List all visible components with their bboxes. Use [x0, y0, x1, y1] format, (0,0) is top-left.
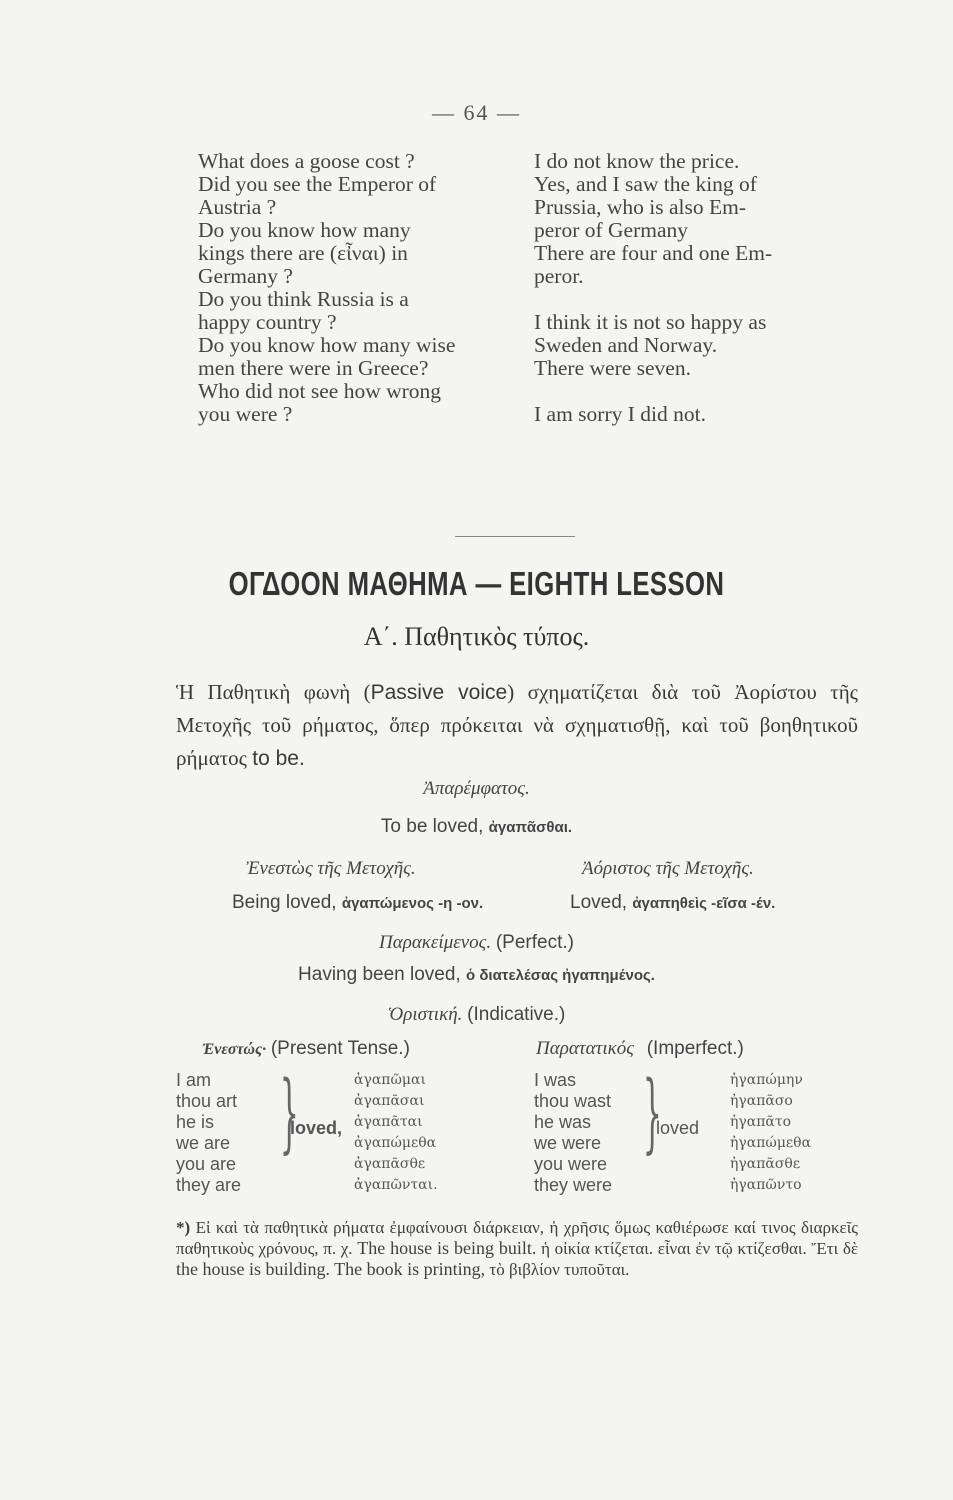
perfect-greek: ὁ διατελέσας ἠγαπημένος.	[465, 967, 655, 984]
indicative-label: Ὁριστική.	[387, 1004, 463, 1025]
imperfect-greek-form: ἠγαπῶντο	[730, 1177, 802, 1193]
question-line: Did you see the Emperor of	[198, 172, 437, 196]
imperfect-greek-form: ἠγαπᾶσθε	[730, 1156, 801, 1172]
answer-line: Yes, and I saw the king of	[534, 172, 757, 196]
imperfect-subject: you were	[534, 1154, 608, 1174]
answer-5	[534, 357, 864, 403]
question-line: Austria ?	[198, 195, 277, 219]
infinitive-line	[0, 816, 953, 838]
perfect-text: Having been loved,	[298, 964, 461, 985]
answer-2	[534, 173, 864, 242]
imperfect-tense-label: Παρατατικός	[536, 1038, 634, 1059]
imperfect-subject: he was	[534, 1112, 592, 1132]
perfect-label: Παρακείμενος.	[379, 932, 492, 953]
footnote-text-1: Εἰ καὶ τὰ παθητικὰ ρήματα ἐμφαίνουσι διάρκειαν, ἡ χρῆσις ὅμως καθιέρωσε καί τινος διαρκεῖς παθητικοὺς χρόνους, π. χ.	[176, 1218, 858, 1258]
answer-line: peror of Germany	[534, 218, 689, 242]
footnote-mark: *)	[176, 1218, 191, 1237]
imperfect-tense-header	[536, 1038, 744, 1060]
footnote	[176, 1218, 858, 1280]
question-line: you were ?	[198, 402, 293, 426]
question-2	[198, 173, 498, 219]
question-line: Who did not see how wrong	[198, 379, 442, 403]
footnote-english-1: The house is being built.	[357, 1238, 537, 1258]
answer-line: I am sorry I did not.	[534, 402, 706, 426]
present-participle-label: Ἐνεστὼς τῆς Μετοχῆς.	[246, 858, 416, 879]
question-line: What does a goose cost ?	[198, 149, 415, 173]
present-subject: we are	[176, 1133, 231, 1153]
present-subjects	[176, 1070, 241, 1196]
present-subject: he is	[176, 1112, 215, 1132]
aorist-participle-label: Ἀόριστος τῆς Μετοχῆς.	[582, 858, 754, 879]
questions-column	[198, 150, 498, 426]
infinitive-label: Ἀπαρέμφατος.	[423, 778, 530, 799]
answer-4	[534, 311, 864, 357]
question-line: happy country ?	[198, 310, 337, 334]
present-subject: thou art	[176, 1091, 238, 1111]
perfect-line	[0, 964, 953, 986]
imperfect-subject: they were	[534, 1175, 613, 1195]
infinitive-greek: ἀγαπᾶσθαι.	[488, 819, 573, 836]
answer-6	[534, 403, 864, 449]
answer-line: I do not know the price.	[534, 149, 740, 173]
present-participle-greek: ἀγαπώμενος -η -ον.	[341, 895, 484, 912]
answer-line	[534, 380, 864, 403]
present-tense-label: Ἐνεστώς·	[202, 1041, 267, 1058]
imperfect-greek-form: ἠγαπώμην	[730, 1072, 803, 1088]
imperfect-greek-form: ἠγαπᾶσο	[730, 1093, 793, 1109]
para-text-1: Ἡ Παθητικὴ φωνὴ (	[176, 680, 371, 704]
section-divider	[455, 536, 575, 537]
question-5	[198, 334, 498, 380]
present-greek-form: ἀγαπῶμαι	[354, 1072, 426, 1088]
lesson-heading: ΟΓΔΟΟΝ ΜΑΘΗΜΑ — EIGHTH LESSON	[228, 565, 725, 602]
answers-column	[534, 150, 864, 449]
present-subject: they are	[176, 1175, 242, 1195]
indicative-label-en: (Indicative.)	[467, 1004, 566, 1025]
footnote-text-2: ἡ οἰκία κτίζεται. εἶναι ἐν τῷ κτίζεσθαι. Ἔτι δὲ	[536, 1239, 859, 1258]
infinitive-text: To be loved,	[380, 816, 484, 837]
present-greek-form: ἀγαπῶνται.	[354, 1177, 438, 1193]
question-1	[198, 150, 498, 173]
page-number: — 64 —	[432, 100, 521, 125]
para-text-2: ) σχηματίζεται διὰ τοῦ Ἀορίστου τῆς Μετοχῆς τοῦ ρήματος, ὅπερ πρόκειται νὰ σχηματισθῇ, καὶ τοῦ βοηθητικοῦ ρήματος	[176, 680, 858, 770]
para-english: Passive voice	[370, 681, 508, 704]
aorist-participle-greek: ἀγαπηθεὶς -εῖσα -έν.	[632, 895, 776, 912]
answer-line: There were seven.	[534, 356, 691, 380]
answer-line: Sweden and Norway.	[534, 333, 718, 357]
question-line: kings there are (εἶναι) in	[198, 241, 408, 265]
perfect-label-en: (Perfect.)	[495, 932, 574, 953]
question-line: Do you think Russia is a	[198, 287, 409, 311]
para-tobe: to be.	[252, 747, 305, 770]
passive-voice-paragraph	[176, 676, 858, 775]
question-line: men there were in Greece?	[198, 356, 429, 380]
imperfect-subject: I was	[534, 1070, 577, 1090]
answer-line: I think it is not so happy as	[534, 310, 767, 334]
indicative-label-line	[0, 1004, 953, 1026]
present-greek-form: ἀγαπᾶσθε	[354, 1156, 426, 1172]
present-greek-form: ἀγαπᾶσαι	[354, 1093, 425, 1109]
present-loved: loved,	[290, 1118, 343, 1138]
imperfect-greek-form: ἠγαπᾶτο	[730, 1114, 792, 1130]
present-participle-text: Being loved,	[232, 892, 337, 913]
imperfect-subjects	[534, 1070, 612, 1196]
question-line: Do you know how many	[198, 218, 411, 242]
imperfect-loved: loved	[656, 1118, 700, 1138]
footnote-text-3: τὸ βιβλίον τυποῦται.	[485, 1260, 630, 1279]
aorist-participle-line	[570, 892, 775, 914]
present-greek-form: ἀγαπώμεθα	[354, 1135, 437, 1151]
present-tense-label-en: (Present Tense.)	[270, 1038, 410, 1059]
present-brace: }	[279, 1063, 299, 1163]
question-4	[198, 288, 498, 334]
answer-line: There are four and one Em-	[534, 241, 773, 265]
perfect-label-line	[0, 932, 953, 954]
imperfect-greek-form: ἠγαπώμεθα	[730, 1135, 812, 1151]
footnote-english-2: the house is building. The book is printing,	[176, 1259, 486, 1279]
present-subject: I am	[176, 1070, 212, 1090]
present-participle-line	[232, 892, 483, 914]
answer-3	[534, 242, 864, 311]
question-6	[198, 380, 498, 426]
answer-line: Prussia, who is also Em-	[534, 195, 747, 219]
imperfect-greek	[730, 1070, 811, 1196]
lesson-subheading: Α΄. Παθητικὸς τύπος.	[363, 622, 590, 651]
answer-line	[534, 288, 864, 311]
imperfect-brace: }	[642, 1063, 662, 1163]
imperfect-subject: we were	[534, 1133, 602, 1153]
present-subject: you are	[176, 1154, 237, 1174]
present-greek-form: ἀγαπᾶται	[354, 1114, 423, 1130]
aorist-participle-text: Loved,	[570, 892, 628, 913]
imperfect-tense-label-en: (Imperfect.)	[646, 1038, 744, 1059]
present-greek	[354, 1070, 438, 1196]
question-line: Do you know how many wise	[198, 333, 456, 357]
imperfect-subject: thou wast	[534, 1091, 612, 1111]
answer-line	[534, 426, 864, 449]
answer-1	[534, 150, 864, 173]
question-line: Germany ?	[198, 264, 293, 288]
question-3	[198, 219, 498, 288]
answer-line: peror.	[534, 264, 584, 288]
present-tense-header	[202, 1038, 410, 1060]
